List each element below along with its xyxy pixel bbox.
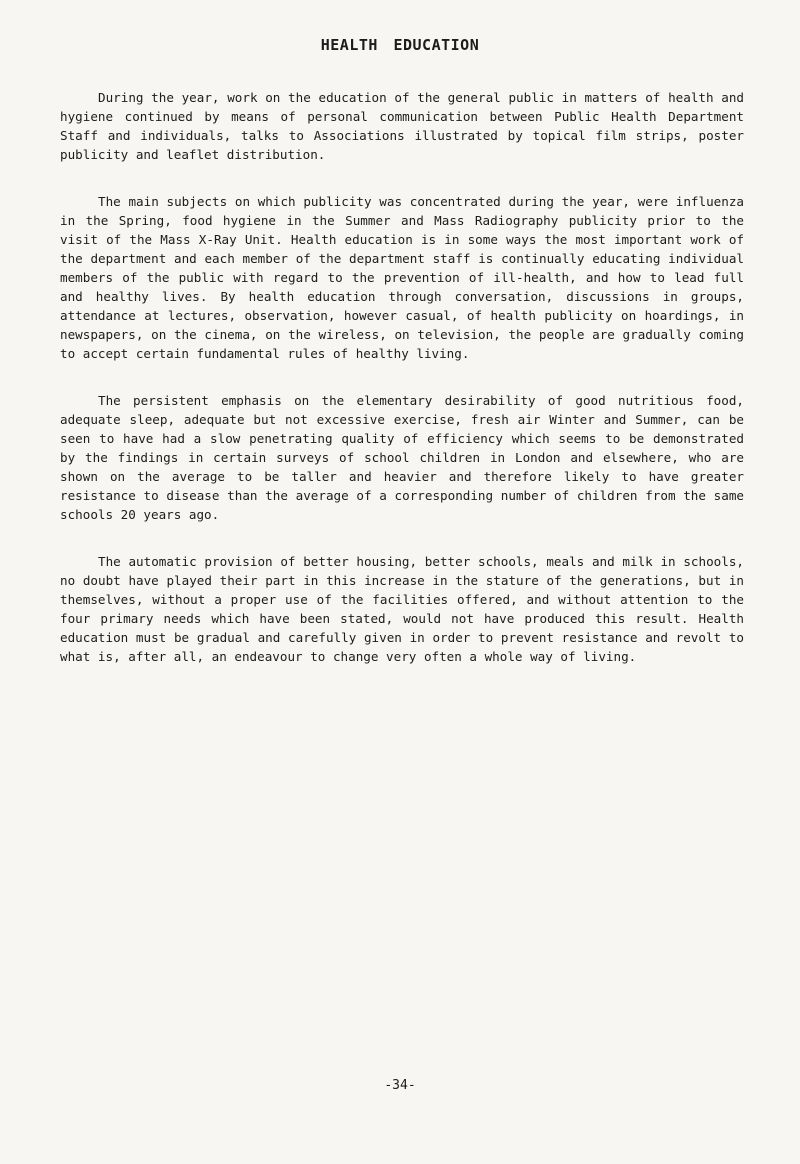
page-title: HEALTH EDUCATION (320, 36, 480, 54)
paragraph: The main subjects on which publicity was concentrated during the year, were influenza in the Spring, food hygiene in the Summer and Mass Radiography publicity prior to the visit of the Mass X-Ray Unit. Health education is in some ways the most important work of the department and each member of the department staff is continually educating individual members of the public with regard to the prevention of ill-health, and how to lead full and healthy lives. By health education through conversation, discussions in groups, attendance at lectures, observation, however casual, of health publicity on hoardings, in newspapers, on the cinema, on the wireless, on television, the people are gradually coming to accept certain fundamental rules of healthy living. (60, 194, 744, 361)
paragraph: The persistent emphasis on the elementary desirability of good nutritious food, adequate sleep, adequate but not excessive exercise, fresh air Winter and Summer, can be seen to have had a slow penetrating quality of efficiency which seems to be demonstrated by the findings in certain surveys of school children in London and elsewhere, who are shown on the average to be taller and heavier and therefore likely to have greater resistance to disease than the average of a corresponding number of children from the same schools 20 years ago. (60, 393, 744, 522)
page-number: -34- (384, 1078, 416, 1093)
body-text (60, 88, 744, 694)
paragraph: During the year, work on the education of the general public in matters of health and hygiene continued by means of personal communication between Public Health Department Staff and individuals, talks to Associations illustrated by topical film strips, poster publicity and leaflet distribution. (60, 90, 744, 162)
paragraph: The automatic provision of better housing, better schools, meals and milk in schools, no doubt have played their part in this increase in the stature of the generations, but in themselves, without a proper use of the facilities offered, and without attention to the four primary needs which have been stated, would not have produced this result. Health education must be gradual and carefully given in order to prevent resistance and revolt to what is, after all, an endeavour to change very often a whole way of living. (60, 554, 744, 664)
